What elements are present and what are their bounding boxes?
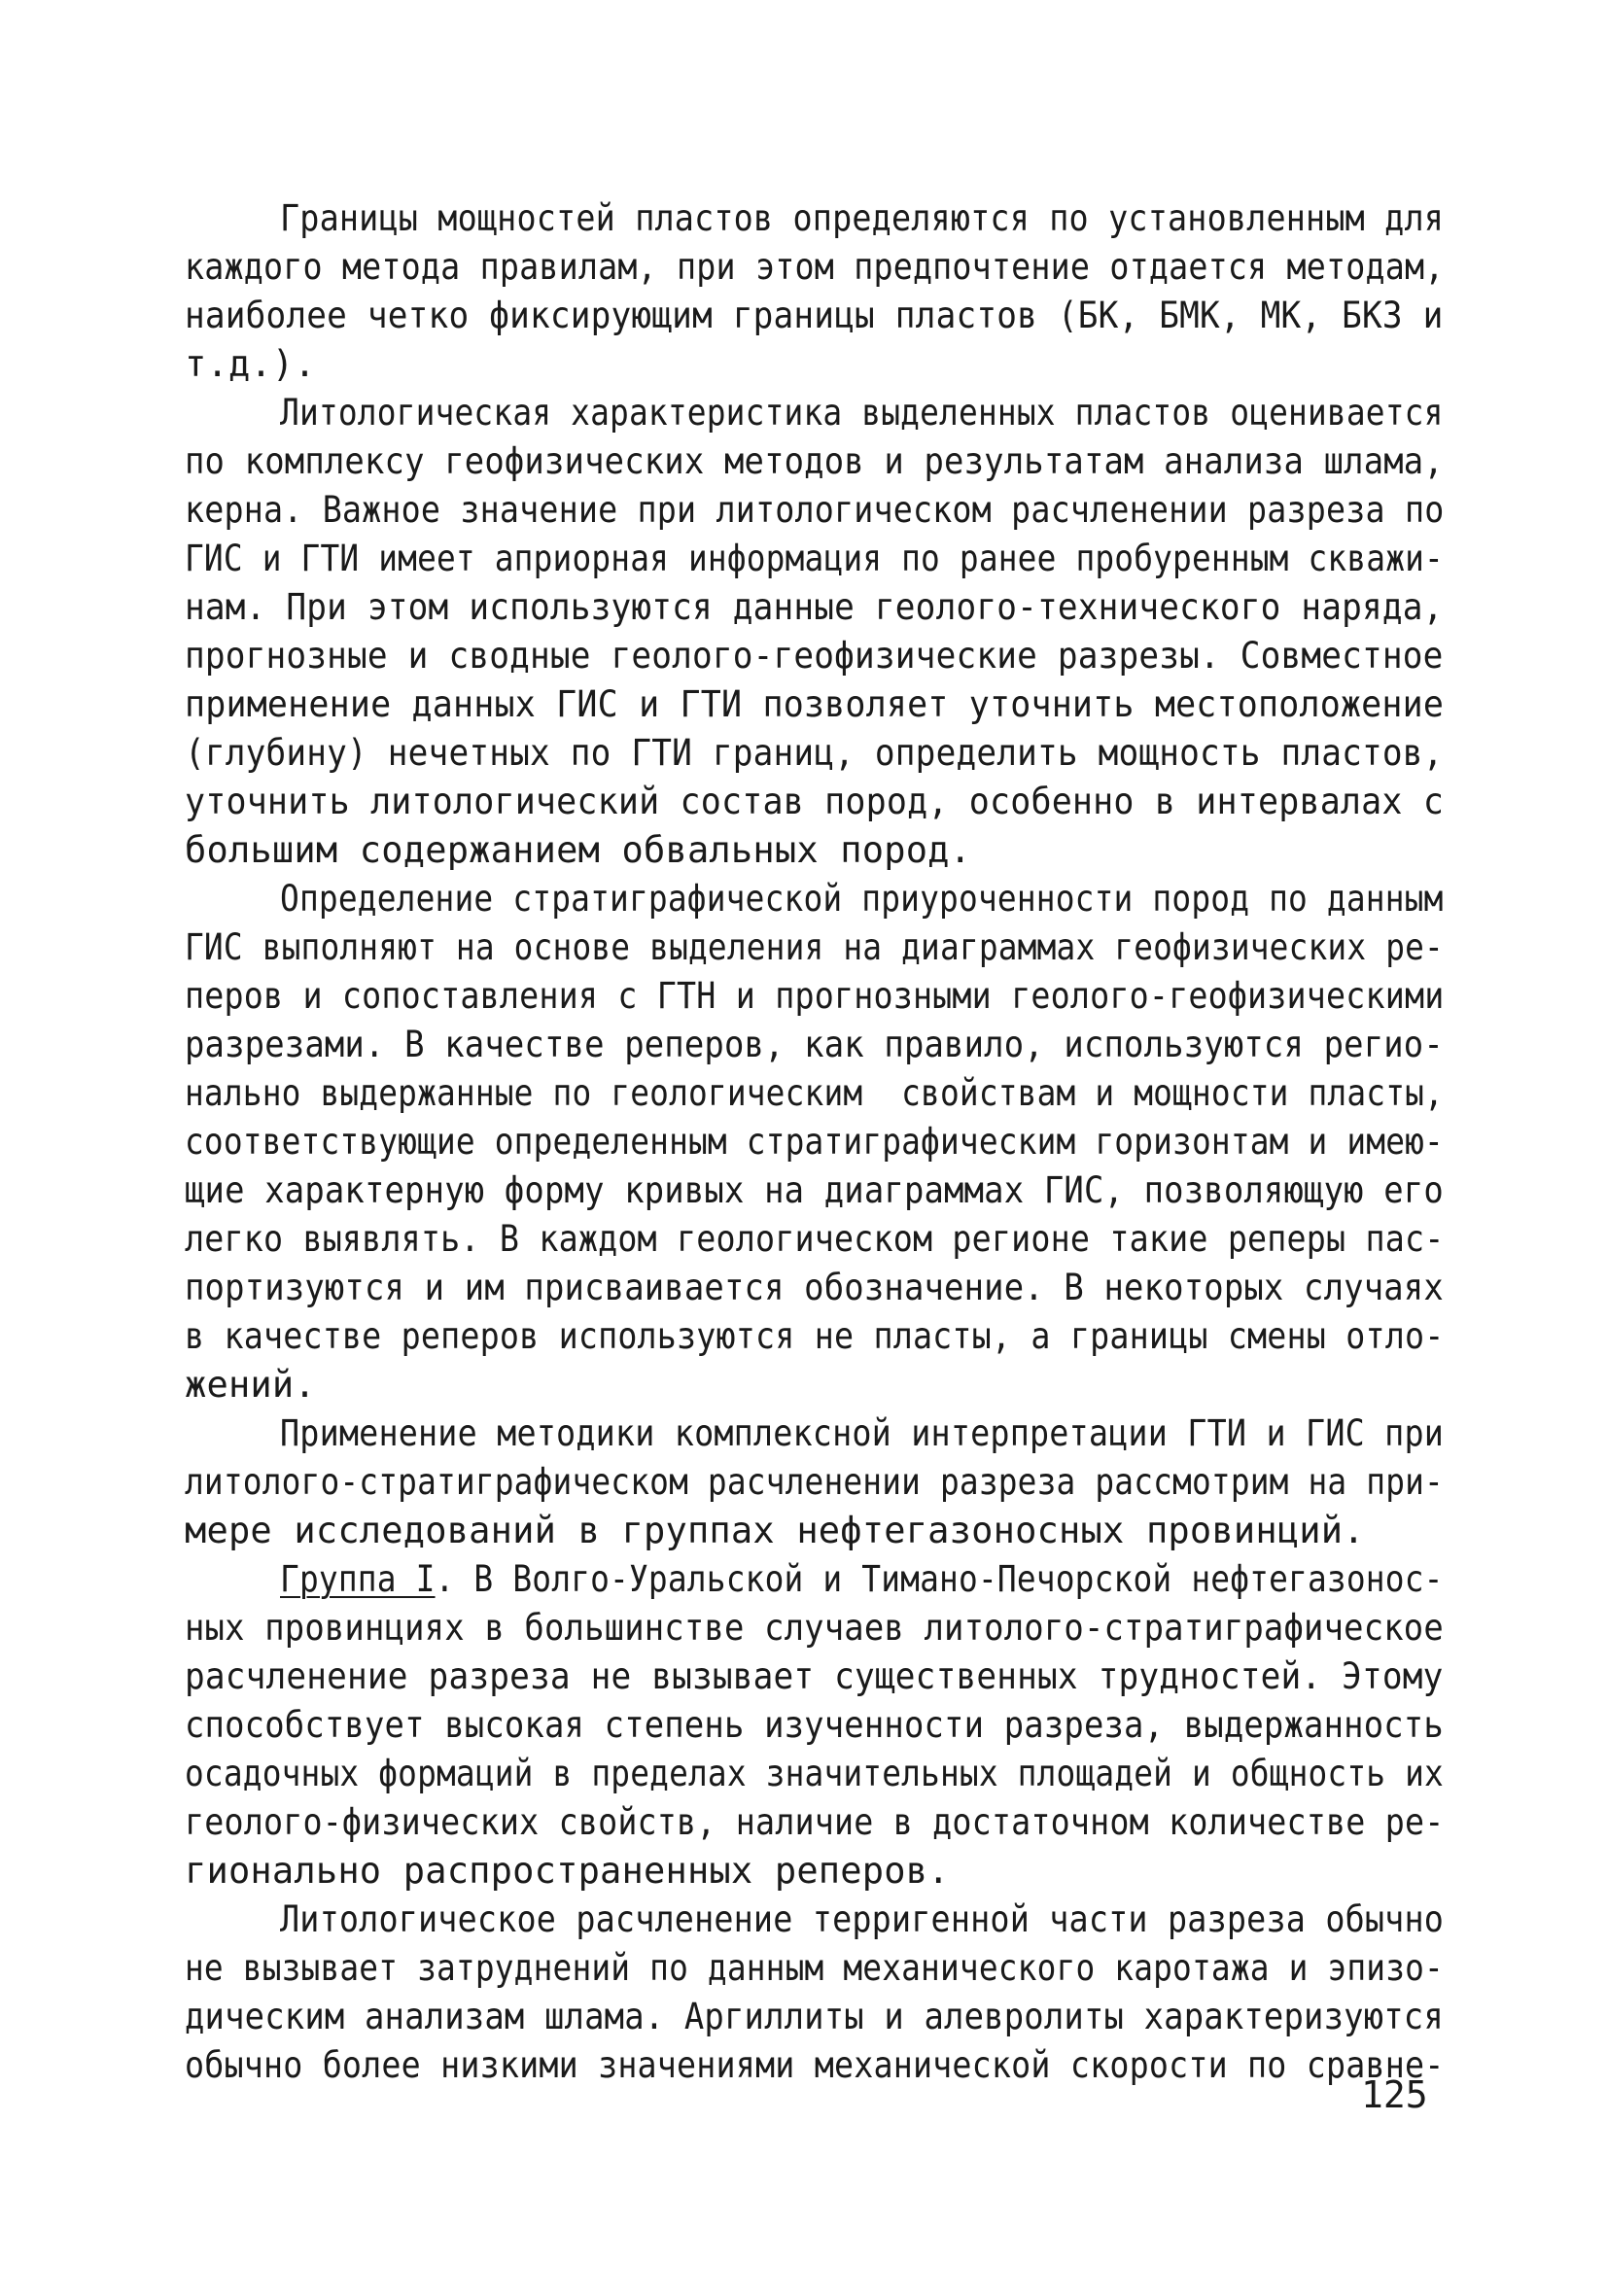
text-line bbox=[185, 1507, 1365, 1555]
text-segment: мере исследований в группах нефтегазоносных провинций. bbox=[185, 1510, 1365, 1551]
text-line bbox=[185, 1361, 316, 1409]
text-segment: портизуются и им присваивается обозначение. В некоторых случаях bbox=[185, 1267, 1444, 1308]
text-line bbox=[185, 1215, 1444, 1264]
text-line bbox=[185, 292, 1444, 340]
text-segment: Определение стратиграфической приуроченности пород по данным bbox=[280, 878, 1444, 920]
text-segment: осадочных формаций в пределах значительных площадей и общность их bbox=[185, 1753, 1444, 1794]
text-segment: способствует высокая степень изученности разреза, выдержанность bbox=[185, 1704, 1444, 1746]
text-line bbox=[185, 1604, 1444, 1652]
text-line bbox=[280, 389, 1444, 437]
text-segment: геолого-физических свойств, наличие в достаточном количестве ре- bbox=[185, 1801, 1445, 1843]
text-line bbox=[185, 1264, 1444, 1312]
text-line bbox=[280, 1409, 1444, 1458]
text-segment: дическим анализам шлама. Аргиллиты и алевролиты характеризуются bbox=[185, 1996, 1444, 2037]
text-line bbox=[185, 1798, 1444, 1847]
text-segment: легко выявлять. В каждом геологическом регионе такие реперы пас- bbox=[185, 1218, 1445, 1260]
text-segment: расчленение разреза не вызывает существенных трудностей. Этому bbox=[185, 1655, 1444, 1697]
text-segment: щие характерную форму кривых на диаграммах ГИС, позволяющую его bbox=[185, 1169, 1444, 1211]
text-segment: жений. bbox=[185, 1364, 316, 1406]
text-line bbox=[280, 1896, 1444, 1944]
underlined-heading: Группа I bbox=[280, 1558, 436, 1600]
text-line bbox=[185, 1944, 1444, 1993]
text-line bbox=[185, 1701, 1444, 1750]
text-segment: . В Волго-Уральской и Тимано-Печорской нефтегазонос- bbox=[435, 1558, 1444, 1600]
text-segment: применение данных ГИС и ГТИ позволяет уточнить местоположение bbox=[185, 683, 1445, 725]
text-segment: уточнить литологический состав пород, особенно в интервалах с bbox=[185, 781, 1445, 822]
text-line bbox=[185, 1993, 1444, 2041]
text-line bbox=[185, 1166, 1444, 1215]
text-segment: в качестве реперов используются не пласты, а границы смены отло- bbox=[185, 1315, 1445, 1357]
text-line bbox=[185, 1021, 1444, 1069]
text-segment: нам. При этом используются данные геолого-технического наряда, bbox=[185, 586, 1444, 628]
text-line bbox=[185, 486, 1444, 535]
text-segment: ных провинциях в большинстве случаев литолого-стратиграфическое bbox=[185, 1607, 1444, 1649]
text-line bbox=[185, 1652, 1444, 1701]
text-line bbox=[185, 972, 1444, 1021]
text-line bbox=[185, 437, 1444, 486]
text-segment: керна. Важное значение при литологическом расчленении разреза по bbox=[185, 489, 1445, 531]
text-line bbox=[280, 1555, 1444, 1604]
text-line bbox=[280, 194, 1444, 243]
text-segment: ГИС выполняют на основе выделения на диаграммах геофизических ре- bbox=[185, 926, 1444, 968]
text-line bbox=[185, 1118, 1444, 1166]
text-segment: разрезами. В качестве реперов, как правило, используются регио- bbox=[185, 1024, 1444, 1065]
text-segment: Границы мощностей пластов определяются по установленным для bbox=[280, 197, 1445, 239]
text-segment: Применение методики комплексной интерпретации ГТИ и ГИС при bbox=[280, 1412, 1445, 1454]
text-line bbox=[185, 729, 1444, 778]
text-segment: наиболее четко фиксирующим границы пластов (БК, БМК, МК, БКЗ и bbox=[185, 295, 1444, 336]
text-line bbox=[185, 243, 1444, 292]
text-line bbox=[185, 826, 971, 875]
text-line bbox=[185, 1847, 950, 1896]
page-number: 125 bbox=[1361, 2073, 1428, 2116]
text-line bbox=[185, 340, 316, 389]
text-line bbox=[185, 778, 1444, 826]
text-segment: прогнозные и сводные геолого-геофизические разрезы. Совместное bbox=[185, 635, 1444, 677]
text-line bbox=[185, 923, 1444, 972]
text-line bbox=[185, 583, 1444, 632]
text-segment: литолого-стратиграфическом расчленении разреза рассмотрим на при- bbox=[185, 1461, 1444, 1503]
text-segment: большим содержанием обвальных пород. bbox=[185, 829, 972, 871]
text-line bbox=[185, 1458, 1444, 1507]
text-segment: обычно более низкими значениями механической скорости по сравне- bbox=[185, 2044, 1445, 2086]
text-segment: Литологическое расчленение терригенной части разреза обычно bbox=[280, 1898, 1445, 1940]
text-line bbox=[185, 680, 1444, 729]
text-segment: каждого метода правилам, при этом предпочтение отдается методам, bbox=[185, 246, 1445, 288]
text-line bbox=[185, 1750, 1444, 1798]
text-segment: перов и сопоставления с ГТН и прогнозными геолого-геофизическими bbox=[185, 975, 1445, 1017]
text-segment: не вызывает затруднений по данным механического каротажа и эпизо- bbox=[185, 1947, 1444, 1989]
text-segment: т.д.). bbox=[185, 343, 316, 385]
text-segment: соответствующие определенным стратиграфическим горизонтам и имею- bbox=[185, 1121, 1444, 1163]
text-segment: Литологическая характеристика выделенных пластов оценивается bbox=[280, 392, 1444, 434]
text-line bbox=[280, 875, 1444, 923]
text-line bbox=[185, 535, 1444, 583]
text-line bbox=[185, 1069, 1444, 1118]
text-line bbox=[185, 2041, 1444, 2090]
text-segment: (глубину) нечетных по ГТИ границ, определить мощность пластов, bbox=[185, 732, 1444, 774]
text-line bbox=[185, 1312, 1444, 1361]
text-segment: по комплексу геофизических методов и результатам анализа шлама, bbox=[185, 440, 1444, 482]
text-segment: ГИС и ГТИ имеет априорная информация по ранее пробуренным скважи- bbox=[185, 538, 1444, 579]
text-segment: нально выдержанные по геологическим свойствам и мощности пласты, bbox=[185, 1072, 1444, 1114]
text-line bbox=[185, 632, 1444, 680]
text-segment: гионально распространенных реперов. bbox=[185, 1850, 950, 1892]
